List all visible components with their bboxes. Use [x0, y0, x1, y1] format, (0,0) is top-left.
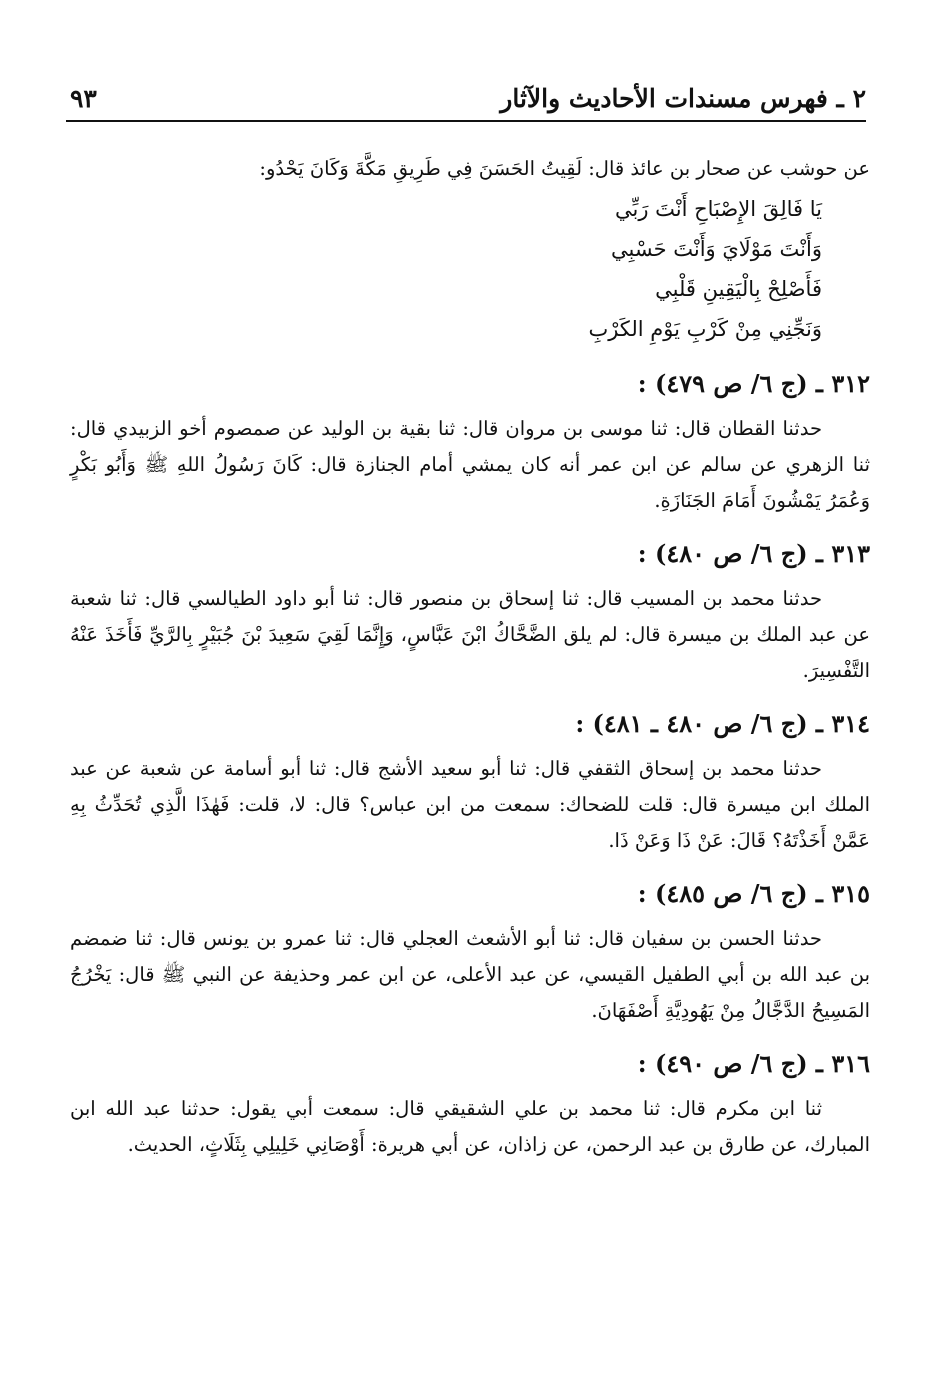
- entry-315: [70, 877, 870, 1029]
- entry-text: ثنا ابن مكرم قال: ثنا محمد بن علي الشقيقي قال: سمعت أبي يقول: حدثنا عبد الله ابن المبارك، عن طارق بن عبد الرحمن، عن زاذان، عن أبي هريرة: أَوْصَانِي خَلِيلِي بِثَلَاثٍ، الحديث.: [70, 1097, 870, 1156]
- running-header: [66, 78, 866, 122]
- entry-heading: ٣١٦ ـ (ج ٦/ ص ٤٩٠) :: [637, 1049, 870, 1078]
- poem-line: فَأَصْلِحْ بِالْيَقِينِ قَلْبِي: [655, 277, 822, 301]
- page-content: [70, 150, 870, 1163]
- entry-text: حدثنا محمد بن المسيب قال: ثنا إسحاق بن منصور قال: ثنا أبو داود الطيالسي قال: ثنا شعبة عن عبد الملك بن ميسرة قال: لم يلق الضَّحَّاكُ ابْنَ عَبَّاسٍ، وَإِنَّمَا لَقِيَ سَعِيدَ بْنَ جُبَيْرٍ بِالرَّيِّ فَأَخَذَ عَنْهُ التَّفْسِيرَ.: [70, 587, 870, 682]
- entry-314: [70, 707, 870, 859]
- entry-heading: ٣١٥ ـ (ج ٦/ ص ٤٨٥) :: [637, 879, 870, 908]
- entry-312: [70, 367, 870, 519]
- entry-text: حدثنا محمد بن إسحاق الثقفي قال: ثنا أبو سعيد الأشج قال: ثنا أبو أسامة عن شعبة عن عبد الملك ابن ميسرة قال: قلت للضحاك: سمعت من ابن عباس؟ قال: لا، قلت: فَهٰذَا الَّذِي تُحَدِّثُ بِهِ عَمَّنْ أَخَذْتَهُ؟ قَالَ: عَنْ ذَا وَعَنْ ذَا.: [70, 757, 870, 852]
- running-title: ٢ ـ فهرس مسندات الأحاديث والآثار: [500, 84, 866, 113]
- page-number: ٩٣: [70, 84, 97, 113]
- entry-313: [70, 537, 870, 689]
- entry-text: حدثنا القطان قال: ثنا موسى بن مروان قال: ثنا بقية بن الوليد عن صمصوم أخو الزبيدي قال: ثنا الزهري عن سالم عن ابن عمر أنه كان يمشي أمام الجنازة قال: كَانَ رَسُولُ اللهِ ﷺ وَأَبُو بَكْرٍ وَعُمَرُ يَمْشُونَ أَمَامَ الجَنَازَةِ.: [70, 417, 870, 512]
- poem-line: يَا فَالِقَ الإِصْبَاحِ أَنْتَ رَبِّي: [614, 197, 822, 221]
- poem: [70, 189, 822, 349]
- entry-text: حدثنا الحسن بن سفيان قال: ثنا أبو الأشعث العجلي قال: ثنا عمرو بن يونس قال: ثنا ضمضم بن عبد الله بن أبي الطفيل القيسي، عن عبد الأعلى، عن ابن عمر وحذيفة عن النبي ﷺ قال: يَخْرُجُ المَسِيحُ الدَّجَّالُ مِنْ يَهُودِيَّةِ أَصْفَهَانَ.: [70, 927, 870, 1022]
- entry-heading: ٣١٢ ـ (ج ٦/ ص ٤٧٩) :: [637, 369, 870, 398]
- entry-heading: ٣١٣ ـ (ج ٦/ ص ٤٨٠) :: [637, 539, 870, 568]
- entry-316: [70, 1047, 870, 1163]
- poem-line: وَنَجِّنِي مِنْ كَرْبِ يَوْمِ الكَرْبِ: [588, 317, 822, 341]
- entry-heading: ٣١٤ ـ (ج ٦/ ص ٤٨٠ ـ ٤٨١) :: [575, 709, 870, 738]
- intro-paragraph: عن حوشب عن صحار بن عائذ قال: لَقِيتُ الحَسَنَ فِي طَرِيقِ مَكَّةَ وَكَانَ يَحْدُو:: [259, 157, 870, 180]
- poem-line: وَأَنْتَ مَوْلَايَ وَأَنْتَ حَسْبِي: [611, 237, 822, 261]
